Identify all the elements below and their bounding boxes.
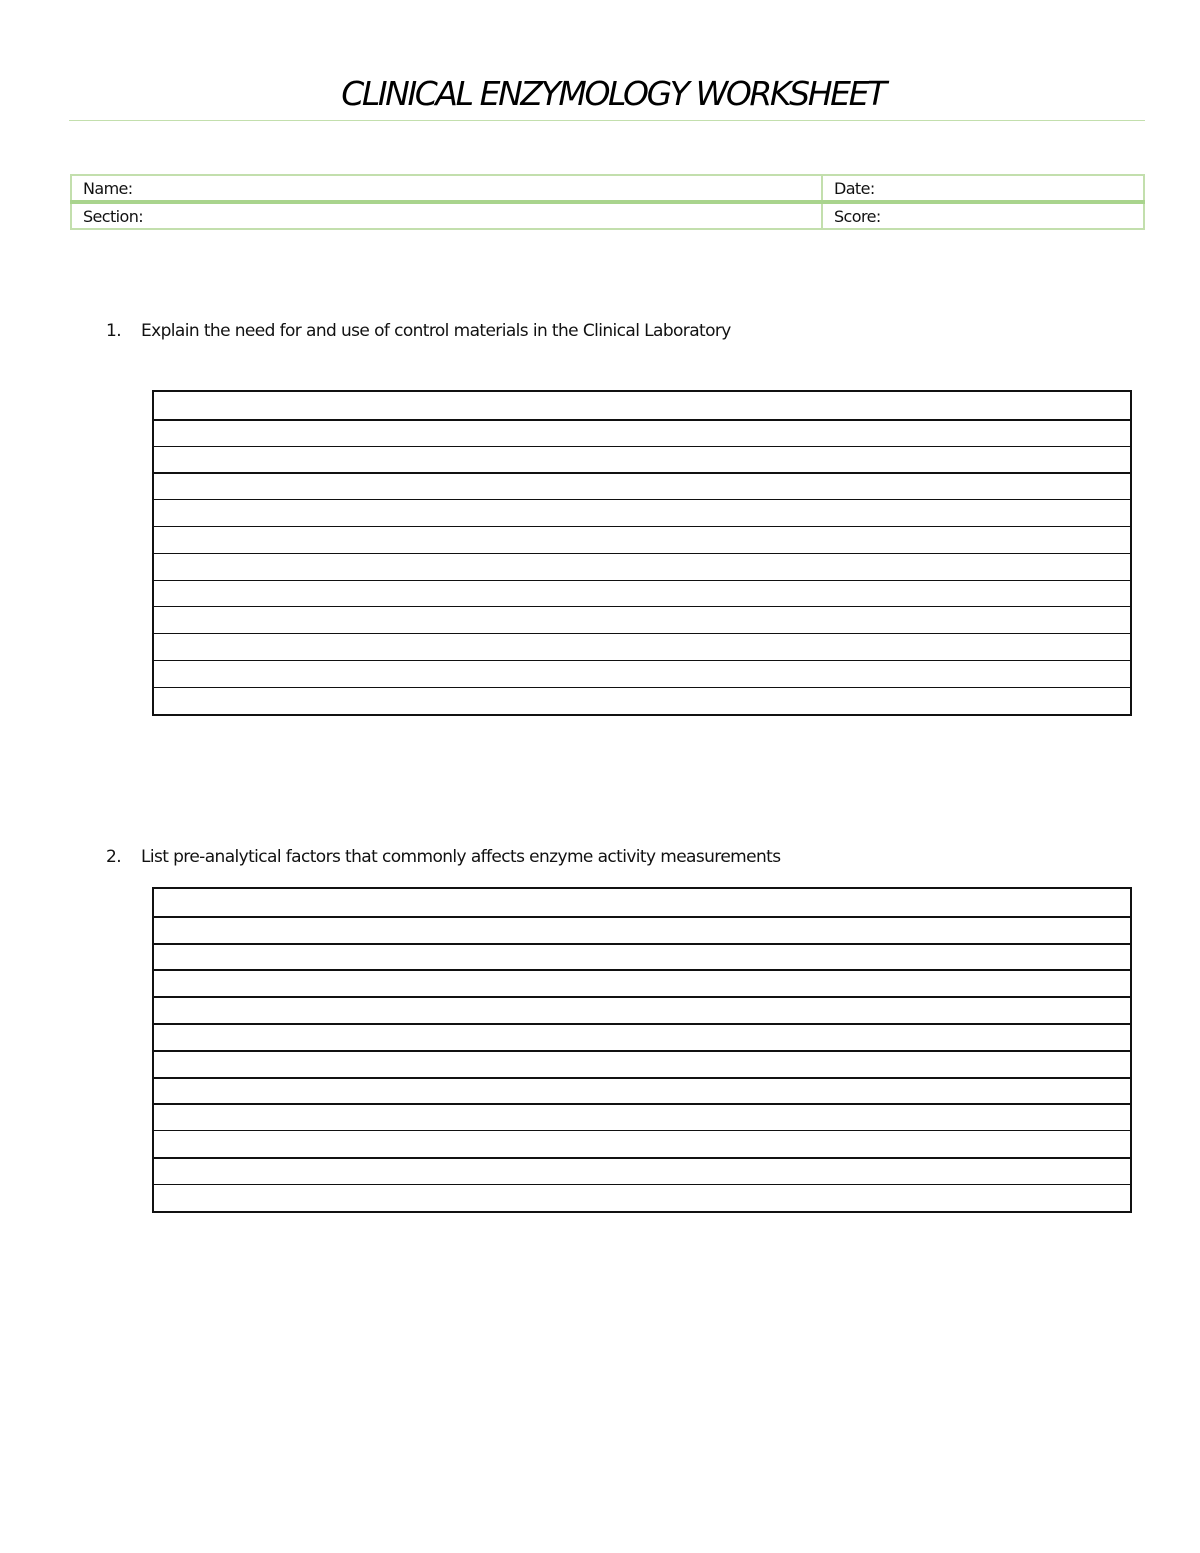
answer-line[interactable] [154, 419, 1130, 446]
answer-line[interactable] [154, 660, 1130, 687]
info-row-name-date [71, 175, 1144, 202]
question-1-text: Explain the need for and use of control materials in the Clinical Laboratory [141, 321, 731, 341]
answer-line[interactable] [154, 1184, 1130, 1211]
answer-line[interactable] [154, 889, 1130, 916]
question-2-text: List pre-analytical factors that commonly affects enzyme activity measurements [141, 847, 781, 867]
answer-line[interactable] [154, 633, 1130, 660]
answer-line[interactable] [154, 1050, 1130, 1077]
info-row-section-score [71, 202, 1144, 229]
answer-line[interactable] [154, 553, 1130, 580]
answer-line[interactable] [154, 1130, 1130, 1157]
name-label: Name: [83, 178, 133, 198]
date-field[interactable] [822, 175, 1144, 202]
section-field[interactable] [71, 202, 822, 229]
answer-line[interactable] [154, 606, 1130, 633]
answer-line[interactable] [154, 446, 1130, 473]
answer-line[interactable] [154, 1103, 1130, 1130]
question-2-number: 2. [106, 847, 122, 867]
answer-line[interactable] [154, 943, 1130, 970]
answer-line[interactable] [154, 526, 1130, 553]
worksheet-title: CLINICAL ENZYMOLOGY WORKSHEET [341, 74, 885, 113]
answer-line[interactable] [154, 1157, 1130, 1184]
answer-line[interactable] [154, 392, 1130, 419]
date-label: Date: [834, 178, 875, 198]
student-info-table [70, 174, 1145, 230]
question-2 [106, 847, 781, 867]
answer-line[interactable] [154, 969, 1130, 996]
score-field[interactable] [822, 202, 1144, 229]
question-1-answer-box[interactable] [152, 390, 1132, 716]
question-2-answer-box[interactable] [152, 887, 1132, 1213]
answer-line[interactable] [154, 916, 1130, 943]
name-field[interactable] [71, 175, 822, 202]
question-1-number: 1. [106, 321, 122, 341]
answer-line[interactable] [154, 996, 1130, 1023]
answer-line[interactable] [154, 1077, 1130, 1104]
answer-line[interactable] [154, 472, 1130, 499]
answer-line[interactable] [154, 687, 1130, 714]
answer-line[interactable] [154, 1023, 1130, 1050]
answer-line[interactable] [154, 580, 1130, 607]
question-1 [106, 321, 731, 341]
answer-line[interactable] [154, 499, 1130, 526]
section-label: Section: [83, 206, 144, 226]
score-label: Score: [834, 206, 881, 226]
title-divider [69, 120, 1145, 121]
